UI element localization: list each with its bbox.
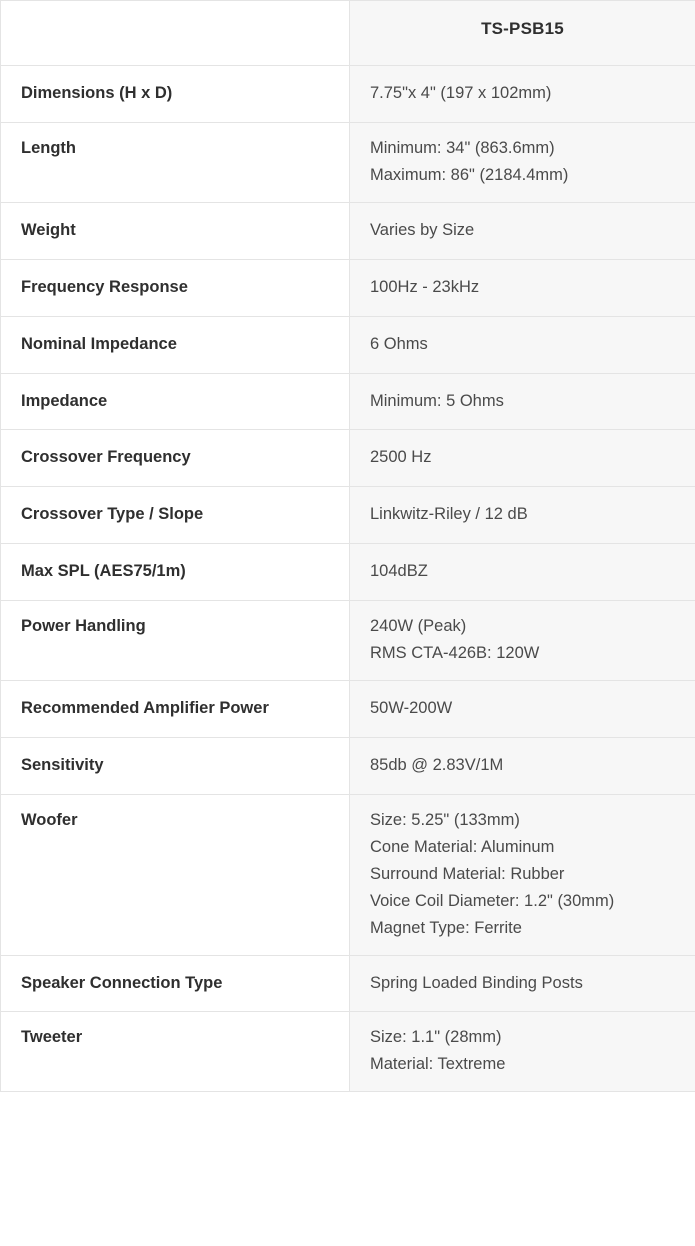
spec-label: Power Handling [1, 601, 350, 681]
table-body [1, 66, 695, 1092]
spec-label: Crossover Type / Slope [1, 487, 350, 544]
spec-value [350, 316, 695, 373]
table-row [1, 259, 695, 316]
spec-label: Sensitivity [1, 737, 350, 794]
table-header-row [1, 1, 695, 66]
spec-label: Recommended Amplifier Power [1, 681, 350, 738]
table-row [1, 66, 695, 123]
spec-label: Max SPL (AES75/1m) [1, 544, 350, 601]
spec-value [350, 601, 695, 681]
table-row [1, 737, 695, 794]
table-row [1, 202, 695, 259]
table-row [1, 316, 695, 373]
spec-value-line: Magnet Type: Ferrite [370, 918, 522, 937]
table-row [1, 487, 695, 544]
spec-value-line: 50W-200W [370, 699, 453, 718]
spec-label: Weight [1, 202, 350, 259]
spec-label: Woofer [1, 794, 350, 955]
table-row [1, 794, 695, 955]
spec-value [350, 681, 695, 738]
spec-value-line: Voice Coil Diameter: 1.2" (30mm) [370, 891, 615, 910]
spec-value-line: Size: 5.25" (133mm) [370, 810, 520, 829]
spec-value-line: Linkwitz-Riley / 12 dB [370, 505, 528, 524]
spec-label: Nominal Impedance [1, 316, 350, 373]
header-model-cell: TS-PSB15 [350, 1, 695, 66]
spec-value [350, 66, 695, 123]
table-row [1, 601, 695, 681]
spec-value-line: Size: 1.1" (28mm) [370, 1028, 502, 1047]
spec-value-line: 2500 Hz [370, 448, 432, 467]
spec-value-line: Maximum: 86" (2184.4mm) [370, 165, 569, 184]
spec-value [350, 955, 695, 1012]
spec-value [350, 430, 695, 487]
table-row [1, 955, 695, 1012]
spec-value-line: RMS CTA-426B: 120W [370, 644, 540, 663]
spec-value [350, 737, 695, 794]
spec-label: Speaker Connection Type [1, 955, 350, 1012]
spec-value [350, 373, 695, 430]
table-row [1, 122, 695, 202]
spec-value-line: 85db @ 2.83V/1M [370, 755, 504, 774]
spec-value [350, 487, 695, 544]
spec-value [350, 122, 695, 202]
spec-value-line: 7.75"x 4" (197 x 102mm) [370, 84, 552, 102]
spec-label: Crossover Frequency [1, 430, 350, 487]
spec-value-line: Material: Textreme [370, 1055, 506, 1074]
spec-label: Length [1, 122, 350, 202]
table-row [1, 681, 695, 738]
spec-value-line: 6 Ohms [370, 334, 428, 353]
spec-value [350, 202, 695, 259]
spec-value-line: Spring Loaded Binding Posts [370, 973, 583, 992]
spec-value-line: Varies by Size [370, 220, 475, 239]
spec-value-line: Minimum: 5 Ohms [370, 391, 504, 410]
spec-value-line: 104dBZ [370, 562, 428, 581]
table-row [1, 373, 695, 430]
spec-value-line: 100Hz - 23kHz [370, 277, 480, 296]
spec-label: Dimensions (H x D) [1, 66, 350, 123]
spec-value [350, 794, 695, 955]
spec-value-line: Minimum: 34" (863.6mm) [370, 138, 555, 157]
spec-label: Tweeter [1, 1012, 350, 1092]
spec-value-line: Surround Material: Rubber [370, 864, 565, 883]
table-row [1, 430, 695, 487]
table-row [1, 1012, 695, 1092]
spec-value [350, 1012, 695, 1092]
spec-value-line: Cone Material: Aluminum [370, 837, 555, 856]
spec-value [350, 544, 695, 601]
spec-value-line: 240W (Peak) [370, 617, 467, 636]
spec-label: Frequency Response [1, 259, 350, 316]
spec-value [350, 259, 695, 316]
spec-label: Impedance [1, 373, 350, 430]
table-row [1, 544, 695, 601]
table-header [1, 1, 695, 66]
header-empty-cell [1, 1, 350, 66]
